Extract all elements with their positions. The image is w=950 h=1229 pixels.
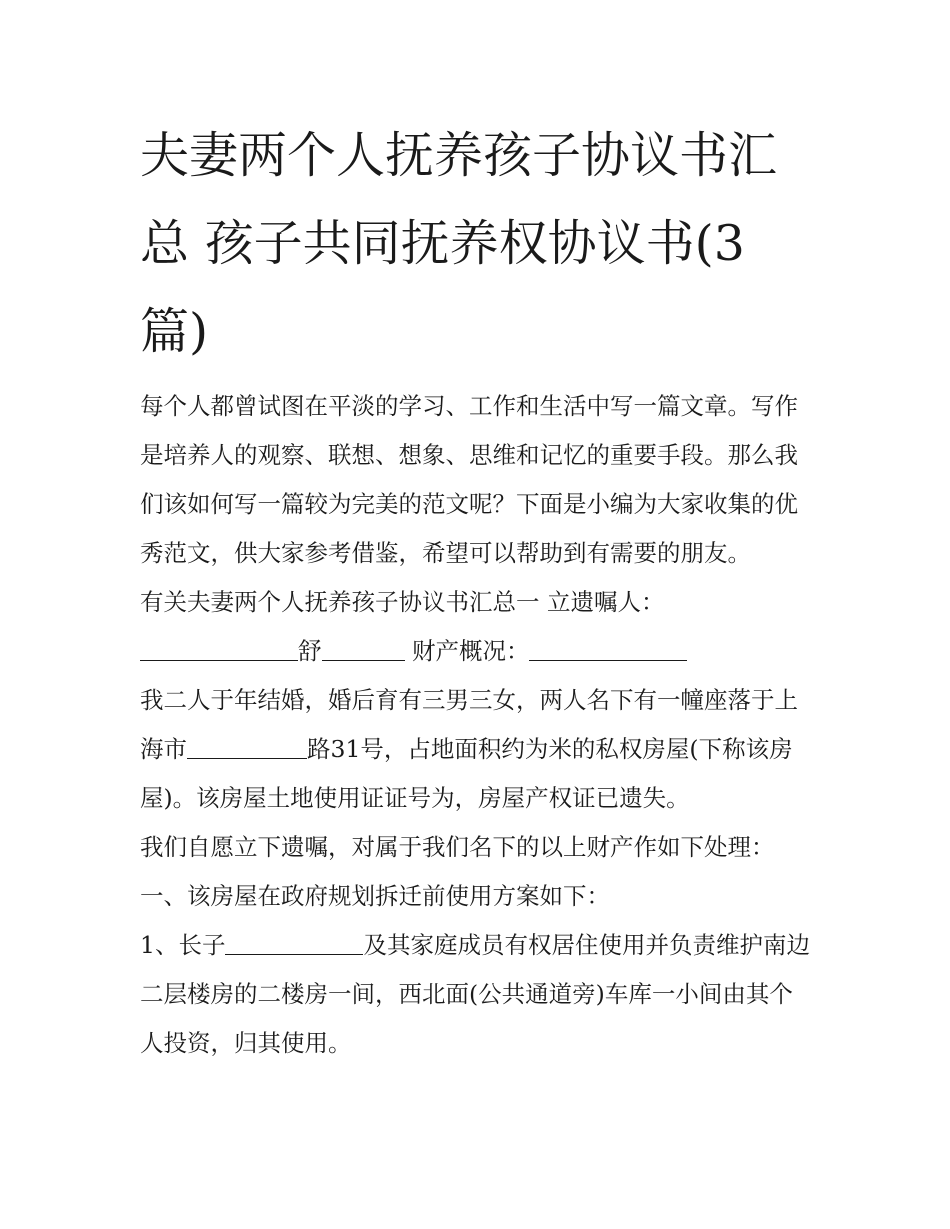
intro-paragraph: 每个人都曾试图在平淡的学习、工作和生活中写一篇文章。写作是培养人的观察、联想、想象、思维和记忆的重要手段。那么我们该如何写一篇较为完美的范文呢？下面是小编为大家收集的优秀范文，供大家参考借鉴，希望可以帮助到有需要的朋友。: [140, 392, 798, 567]
fill-blank: [322, 637, 405, 662]
fill-blank: [187, 735, 307, 760]
marriage-text-part2: 路31号，占地面积约为米的私权房屋(下称该房屋)。该房屋土地使用证证号为，房屋产权证已遗失。: [140, 735, 793, 812]
marriage-text-part1: 我二人于年结婚，婚后育有三男三女，两人名下有一幢座落于上海市: [140, 686, 798, 763]
title-line-1: 夫妻两个人抚养孩子协议书汇: [140, 127, 778, 184]
marriage-paragraph: [140, 676, 812, 823]
title-line-3: 篇): [140, 303, 209, 360]
section-heading: 有关夫妻两个人抚养孩子协议书汇总一 立遗嘱人：: [140, 588, 665, 616]
will-paragraph: 我们自愿立下遗嘱，对属于我们名下的以上财产作如下处理：: [140, 833, 775, 861]
item-one-1: [140, 921, 812, 1068]
property-label: 财产概况：: [411, 637, 530, 665]
fill-blank: [225, 931, 363, 956]
name-char: 舒: [298, 637, 322, 665]
property-line: [140, 627, 812, 676]
fill-blank: [529, 637, 687, 662]
document-title: [140, 112, 812, 376]
item-one-heading: 一、该房屋在政府规划拆迁前使用方案如下：: [140, 882, 610, 910]
fill-blank: [140, 637, 298, 662]
title-line-2: 总 孩子共同抚养权协议书(3: [140, 215, 745, 272]
item-one-1-prefix: 1、长子: [140, 931, 226, 959]
item-one-1-text: 及其家庭成员有权居住使用并负责维护南边二层楼房的二楼房一间，西北面(公共通道旁)车库一小间由其个人投资，归其使用。: [140, 931, 810, 1057]
